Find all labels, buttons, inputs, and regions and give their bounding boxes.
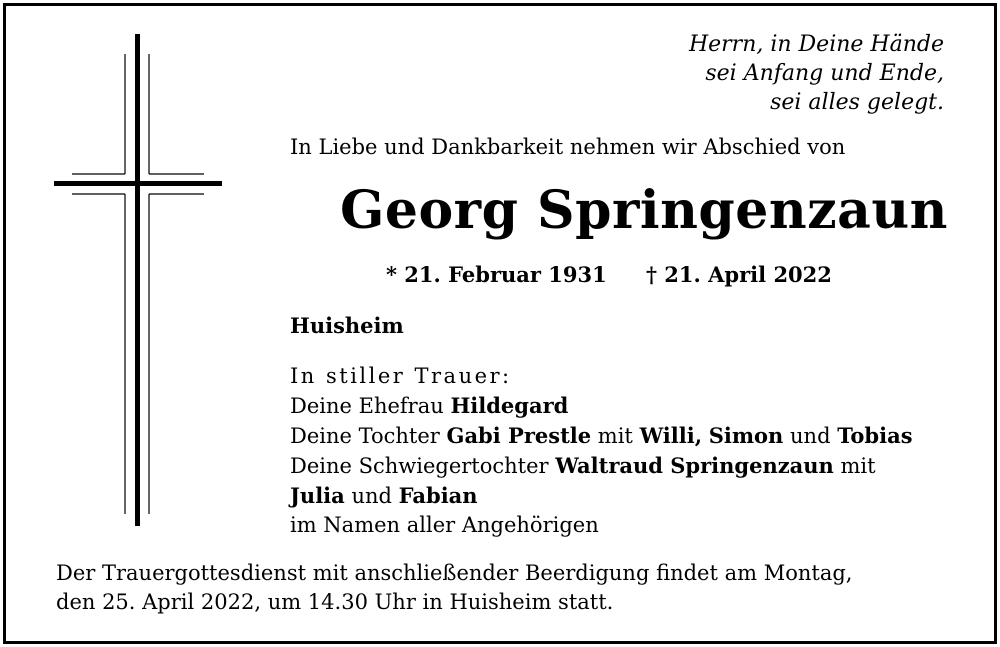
- birth-date: * 21. Februar 1931: [386, 262, 607, 287]
- service-line: den 25. April 2022, um 14.30 Uhr in Huisheim statt.: [56, 590, 614, 614]
- mourner-name: Julia: [290, 483, 345, 508]
- intro-text: In Liebe und Dankbarkeit nehmen wir Abschied von: [290, 135, 846, 159]
- mourners-heading: In stiller Trauer:: [290, 364, 512, 388]
- relation-label: Deine Ehefrau: [290, 394, 444, 418]
- hometown: Huisheim: [290, 313, 404, 338]
- connector-text: mit: [597, 424, 633, 448]
- funeral-service-info: [56, 559, 852, 617]
- mourner-grandchildren: [290, 481, 913, 511]
- mourner-wife: [290, 391, 913, 421]
- mourners-list: [290, 362, 913, 540]
- motto-verse: [689, 30, 944, 117]
- motto-line: Herrn, in Deine Hände: [688, 32, 944, 57]
- relation-label: Deine Schwiegertochter: [290, 454, 549, 478]
- service-line: Der Trauergottesdienst mit anschließender Beerdigung findet am Montag,: [56, 561, 853, 585]
- mourner-daughter-in-law: [290, 451, 913, 481]
- connector-text: und: [790, 424, 831, 448]
- mourner-name: Tobias: [837, 423, 913, 448]
- deceased-name: Georg Springenzaun: [340, 180, 948, 241]
- mourner-name: Waltraud Springenzaun: [555, 453, 834, 478]
- cross-icon: [52, 34, 224, 530]
- relation-label: Deine Tochter: [290, 424, 440, 448]
- mourner-name: Fabian: [398, 483, 478, 508]
- mourner-name: Willi: [639, 423, 695, 448]
- mourner-name: Simon: [708, 423, 784, 448]
- mourner-name: Hildegard: [450, 393, 569, 418]
- motto-line: sei alles gelegt.: [770, 90, 944, 115]
- mourner-daughter: [290, 421, 913, 451]
- mourner-name: Gabi Prestle: [446, 423, 592, 448]
- connector-text: und: [351, 484, 392, 508]
- death-date: † 21. April 2022: [646, 262, 832, 287]
- connector-text: mit: [840, 454, 876, 478]
- separator-text: ,: [694, 423, 702, 448]
- mourners-closing: im Namen aller Angehörigen: [290, 513, 599, 537]
- motto-line: sei Anfang und Ende,: [705, 61, 944, 86]
